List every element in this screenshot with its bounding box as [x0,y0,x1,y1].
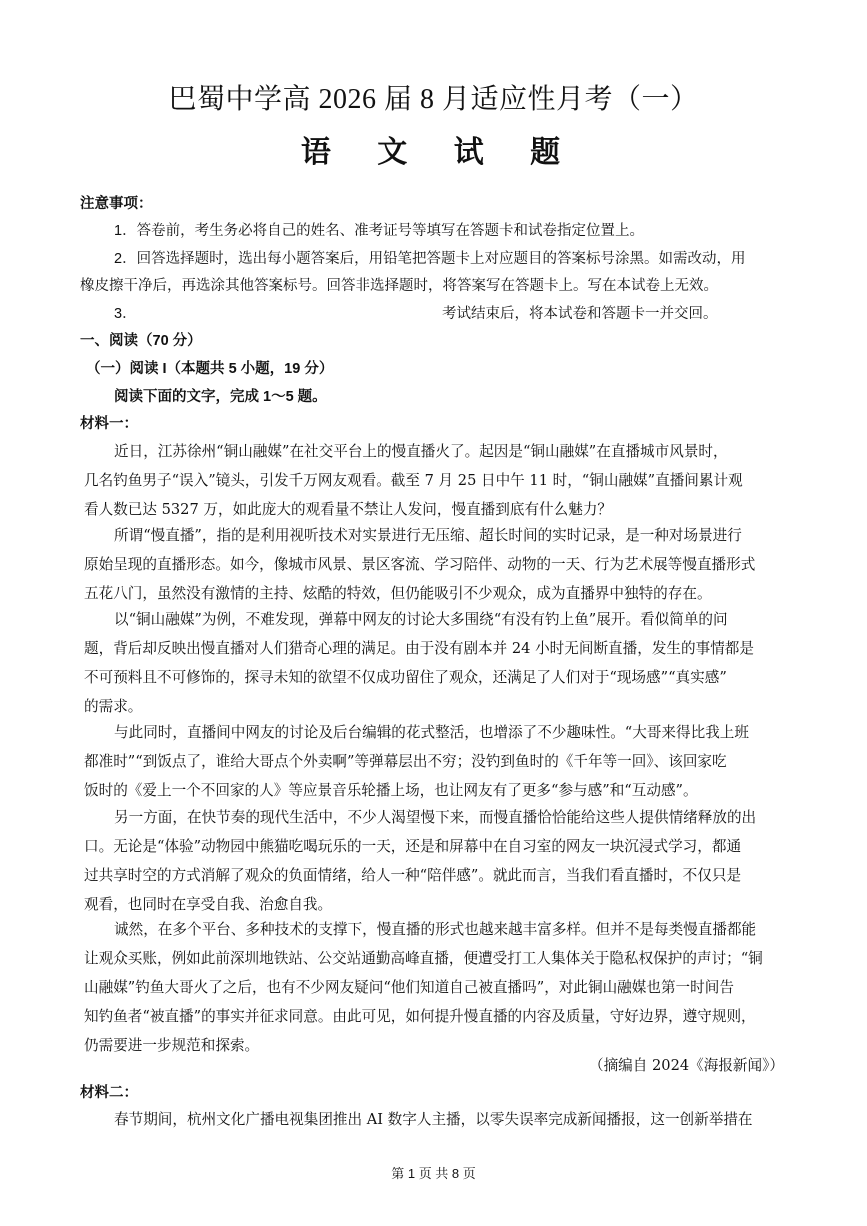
part-heading: 一、阅读（70 分） [80,333,202,349]
material-1-paragraph-1 [84,437,784,524]
exam-subtitle: 语 文 试 题 [300,135,579,170]
text-line: 口。无论是“体验”动物园中熊猫吃喝玩乐的一天，还是和屏幕中在自习室的网友一块沉浸式学习，都通 [84,838,742,855]
material-1-paragraph-3 [84,605,784,721]
text-line: 观看，也同时在享受自我、治愈自我。 [84,896,333,913]
text-line: 近日，江苏徐州“铜山融媒”在社交平台上的慢直播火了。起因是“铜山融媒”在直播城市风景时， [114,443,728,460]
text-line: 与此同时，直播间中网友的讨论及后台编辑的花式整活，也增添了不少趣味性。“大哥来得比我上班 [114,724,749,741]
text-line: 五花八门，虽然没有激情的主持、炫酷的特效，但仍能吸引不少观众，成为直播界中独特的存在。 [84,585,712,602]
material-2-paragraph-1 [84,1105,784,1134]
text-line: 的需求。 [84,698,143,715]
notice-item-2-line-2: 橡皮擦干净后，再选涂其他答案标号。回答非选择题时，将答案写在答题卡上。写在本试卷上无效。 [80,278,718,294]
text-line: 知钓鱼者“被直播”的事实并征求同意。由此可见，如何提升慢直播的内容及质量，守好边界，遵守规则， [84,1008,756,1025]
text-line: 另一方面，在快节奏的现代生活中，不少人渴望慢下来，而慢直播恰恰能给这些人提供情绪释放的出 [114,809,757,826]
material-1-paragraph-2 [84,521,784,608]
notice-item-3: 考试结束后，将本试卷和答题卡一并交回。 [442,306,718,322]
reading-instruction: 阅读下面的文字，完成 1～5 题。 [114,389,327,405]
text-line: 几名钓鱼男子“误入”镜头，引发千万网友观看。截至 7 月 25 日中午 11 时，“铜山融媒”直播间累计观 [84,472,743,489]
material-1-label: 材料一： [80,416,138,432]
text-line: 仍需要进一步规范和探索。 [84,1037,260,1054]
text-line: 不可预料且不可修饰的，探寻未知的欲望不仅成功留住了观众，还满足了人们对于“现场感”“真实感” [84,669,727,686]
exam-title: 巴蜀中学高 2026 届 8 月适应性月考（一） [168,84,699,115]
text-line: 题，背后却反映出慢直播对人们猎奇心理的满足。由于没有剧本并 24 小时无间断直播，发生的事情都是 [84,640,754,657]
text-line: 诚然，在多个平台、多种技术的支撑下，慢直播的形式也越来越丰富多样。但并不是每类慢直播都能 [114,921,757,938]
text-line: 都准时”“到饭点了，谁给大哥点个外卖啊”等弹幕层出不穷；没钓到鱼时的《千年等一回》、该回家吃 [84,753,727,770]
notice-item-2-line-1: 2．回答选择题时，选出每小题答案后，用铅笔把答题卡上对应题目的答案标号涂黑。如需改动，用 [114,251,746,267]
notice-heading: 注意事项： [80,196,153,212]
text-line: 以“铜山融媒”为例，不难发现，弹幕中网友的讨论大多围绕“有没有钓上鱼”展开。看似简单的问 [114,611,728,628]
notice-item-1: 1．答卷前，考生务必将自己的姓名、准考证号等填写在答题卡和试卷指定位置上。 [114,223,645,239]
text-line: 春节期间，杭州文化广播电视集团推出 AI 数字人主播，以零失误率完成新闻播报，这一创新举措在 [114,1111,753,1128]
text-line: 山融媒”钓鱼大哥火了之后，也有不少网友疑问“他们知道自己被直播吗”，对此铜山融媒也第一时间告 [84,979,734,996]
text-line: 让观众买账，例如此前深圳地铁站、公交站通勤高峰直播，便遭受打工人集体关于隐私权保护的声讨；“铜 [84,950,763,967]
notice-item-3-number: 3． [114,306,137,322]
material-1-source: （摘编自 2024《海报新闻》） [588,1057,784,1074]
material-1-paragraph-4 [84,718,784,805]
page-number: 第 1 页 共 8 页 [391,1166,476,1181]
material-1-paragraph-6 [84,915,784,1060]
text-line: 所谓“慢直播”，指的是利用视听技术对实景进行无压缩、超长时间的实时记录，是一种对场景进行 [114,527,742,544]
text-line: 原始呈现的直播形态。如今，像城市风景、景区客流、学习陪伴、动物的一天、行为艺术展等慢直播形式 [84,556,756,573]
material-1-paragraph-5 [84,803,784,919]
material-2-label: 材料二： [80,1085,138,1101]
text-line: 看人数已达 5327 万，如此庞大的观看量不禁让人发问，慢直播到底有什么魅力？ [84,501,613,518]
text-line: 过共享时空的方式消解了观众的负面情绪，给人一种“陪伴感”。就此而言，当我们看直播时，不仅只是 [84,867,742,884]
subsection-heading: （一）阅读 I（本题共 5 小题，19 分） [86,361,334,377]
text-line: 饭时的《爱上一个不回家的人》等应景音乐轮播上场，也让网友有了更多“参与感”和“互动感”。 [84,782,698,799]
